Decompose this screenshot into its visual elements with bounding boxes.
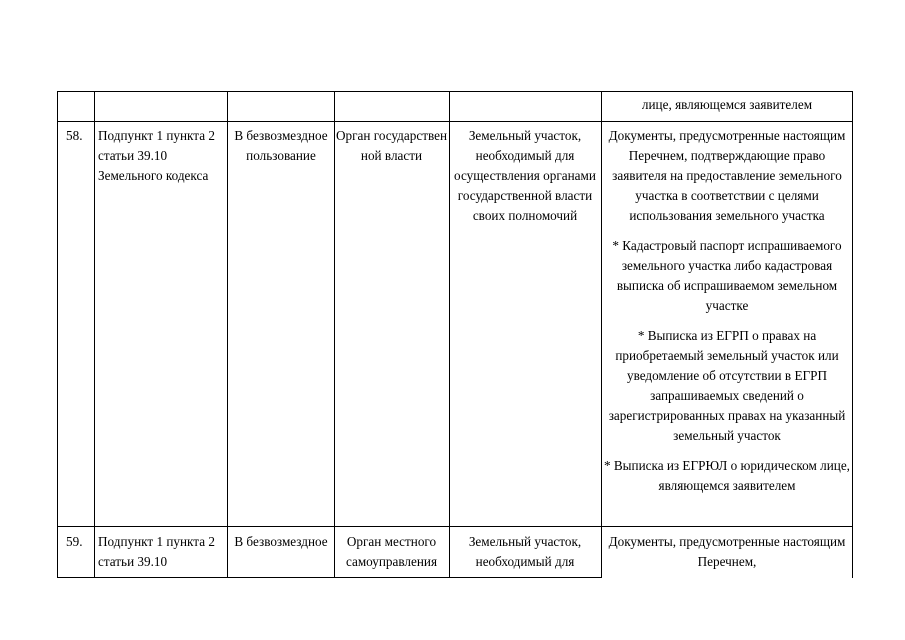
row-59-land-plot <box>452 532 598 572</box>
document-item: * Выписка из ЕГРЮЛ о юридическом лице, являющемся заявителем <box>604 458 850 493</box>
authority-text: Орган местного самоуправления <box>345 534 438 569</box>
table-bottom-rule <box>57 577 601 578</box>
column-divider <box>601 91 602 578</box>
row-number: 58. <box>66 128 83 143</box>
column-divider <box>449 91 450 578</box>
column-divider <box>334 91 335 578</box>
row-58-authority <box>336 126 447 166</box>
row-58-basis <box>98 126 226 186</box>
row-58-num <box>66 126 94 146</box>
legal-basis-text: Подпункт 1 пункта 2 статьи 39.10 <box>98 534 215 569</box>
document-item: * Выписка из ЕГРП о правах на приобретаемый земельный участок или уведомление об отсутствии в ЕГРП запрашиваемых сведений о зарегистрированных правах на указанный земельный участок <box>608 328 846 443</box>
column-divider <box>94 91 95 578</box>
document-item: * Кадастровый паспорт испрашиваемого земельного участка либо кадастровая выписка об испрашиваемом земельном участке <box>612 238 842 313</box>
row-number: 59. <box>66 534 83 549</box>
row-59-authority <box>336 532 447 572</box>
row-59-num <box>66 532 94 552</box>
right-type-text: В безвозмездное пользование <box>234 128 328 163</box>
column-divider <box>57 91 58 578</box>
row-59-documents <box>603 532 851 572</box>
row-59-right-type <box>229 532 333 552</box>
row-58-right-type <box>229 126 333 166</box>
row-59-basis <box>98 532 226 572</box>
right-type-text: В безвозмездное <box>234 534 328 549</box>
row-divider <box>57 526 853 527</box>
land-plot-text: Земельный участок, необходимый для осуществления органами государственной власти своих полномочий <box>454 128 596 223</box>
row-58-land-plot <box>452 126 598 226</box>
authority-text: Орган государственной власти <box>336 128 448 163</box>
continued-documents-cell <box>603 95 851 115</box>
row-divider <box>57 121 853 122</box>
document-item: Документы, предусмотренные настоящим Перечнем, подтверждающие право заявителя на предоставление земельного участка в соответствии с целями использования земельного участка <box>608 128 846 223</box>
column-divider <box>852 91 853 578</box>
table-top-rule <box>57 91 853 92</box>
legal-basis-text: Подпункт 1 пункта 2 статьи 39.10 Земельного кодекса <box>98 128 215 183</box>
row-58-documents <box>603 126 851 496</box>
land-plot-text: Земельный участок, необходимый для <box>468 534 582 569</box>
document-item: Документы, предусмотренные настоящим Перечнем, <box>608 534 846 569</box>
column-divider <box>227 91 228 578</box>
continued-documents-text: лице, являющемся заявителем <box>641 97 813 112</box>
